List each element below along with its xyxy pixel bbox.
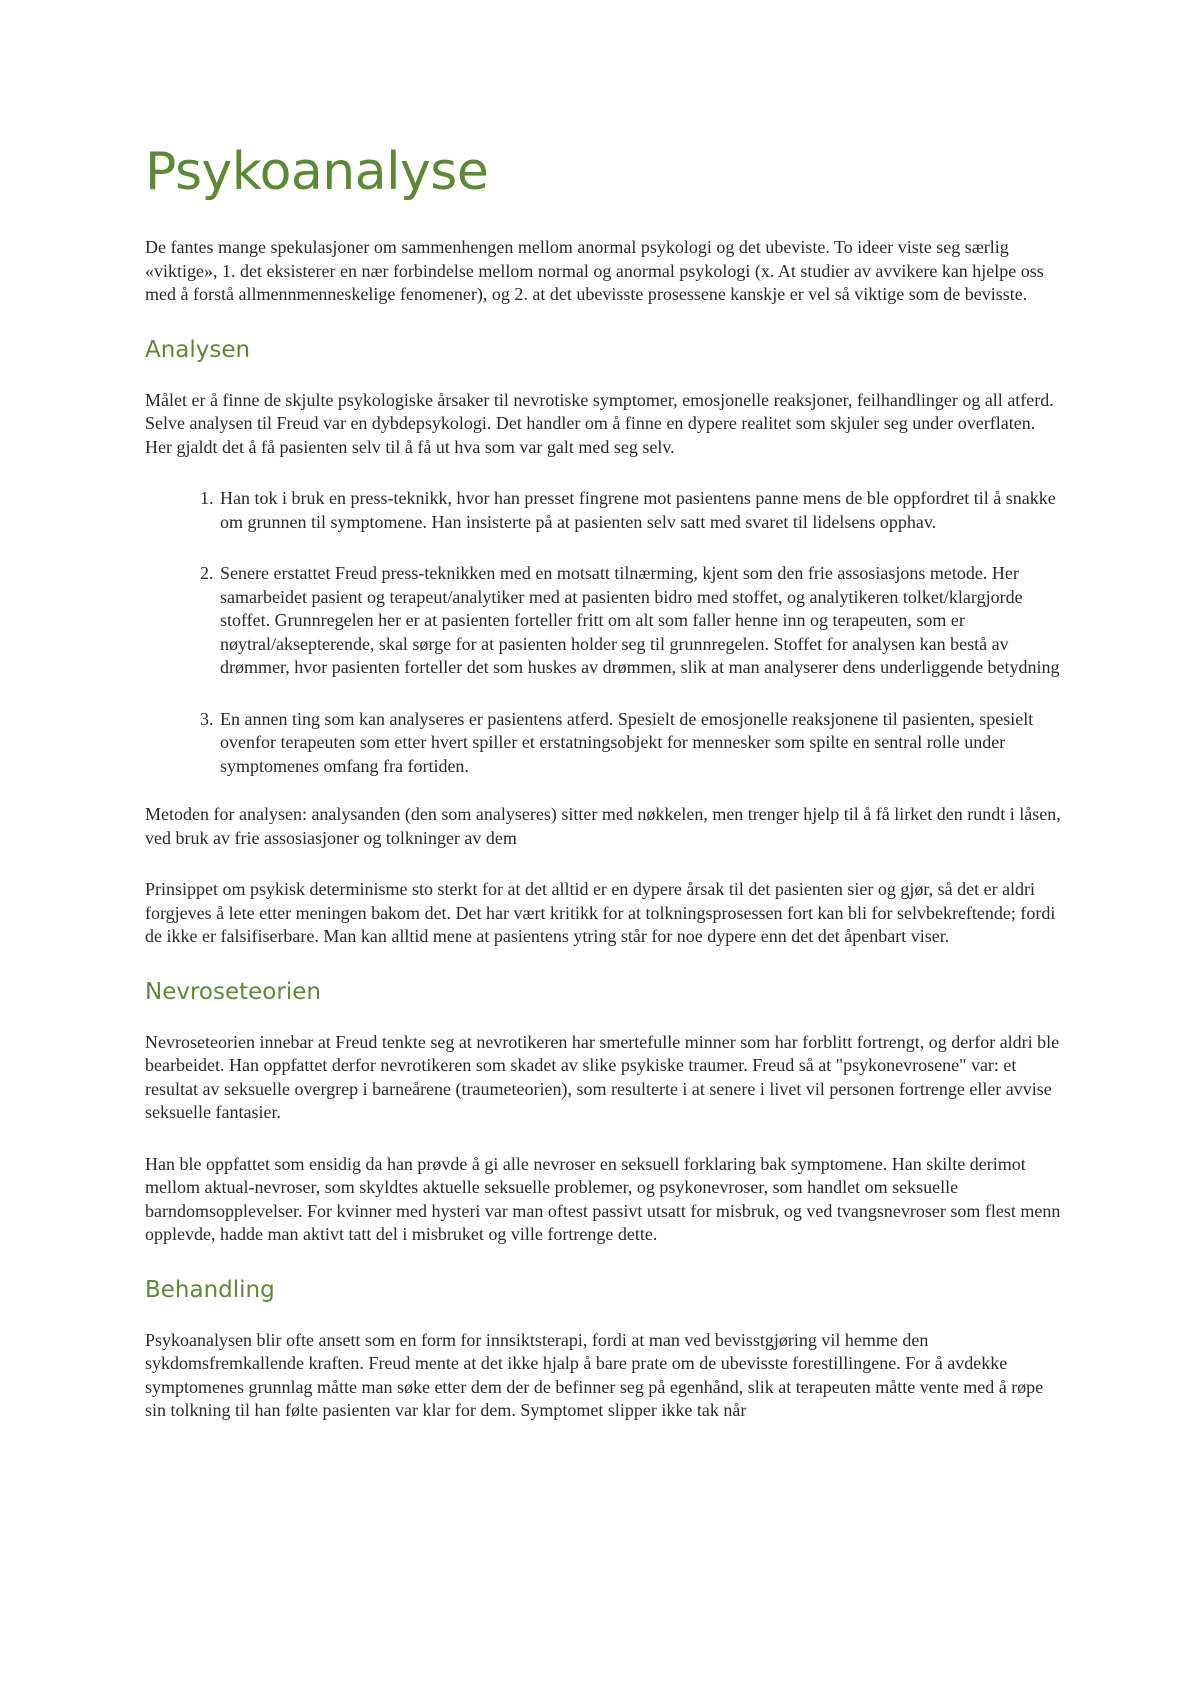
- heading-behandling: Behandling: [145, 1276, 275, 1303]
- document-title: Psykoanalyse: [145, 142, 489, 202]
- document-body: [145, 236, 1065, 1451]
- analysen-paragraph-3: Prinsippet om psykisk determinisme sto sterkt for at det alltid er en dypere årsak til det pasienten sier og gjør, så det er aldri forgjeves å lete etter meningen bakom det. Det har vært kritikk for at tolkningsprosessen fort kan bli for selvbekreftende; fordi de ikke er falsifiserbare. Man kan alltid mene at pasientens ytring står for noe dypere enn det det åpenbart viser.: [145, 879, 1056, 946]
- heading-analysen: Analysen: [145, 336, 251, 363]
- heading-nevroseteorien: Nevroseteorien: [145, 978, 321, 1005]
- behandling-paragraph-1: Psykoanalysen blir ofte ansett som en form for innsiktsterapi, fordi at man ved bevisstgjøring vil hemme den sykdomsfremkallende kraften. Freud mente at det ikke hjalp å bare prate om de ubevisste forestillingene. For å avdekke symptomenes grunnlag måtte man søke etter dem der de befinner seg på egenhånd, slik at terapeuten måtte vente med å røpe sin tolkning til han følte pasienten var klar for dem. Symptomet slipper ikke tak når: [145, 1329, 1044, 1420]
- analysen-list: [145, 487, 1065, 778]
- nevroseteorien-paragraph-1: Nevroseteorien innebar at Freud tenkte seg at nevrotikeren har smertefulle minner som har forblitt fortrengt, og derfor aldri ble bearbeidet. Han oppfattet derfor nevrotikeren som skadet av slike psykiske traumer. Freud så at "psykonevrosene" var: et resultat av seksuelle overgrep i barneårene (traumeteorien), som resulterte i at senere i livet vil personen fortrenge eller avvise seksuelle fantasier.: [145, 1031, 1060, 1122]
- list-item: 1. Han tok i bruk en press-teknikk, hvor han presset fingrene mot pasientens panne mens de ble oppfordret til å snakke om grunnen til symptomene. Han insisterte på at pasienten selv satt med svaret til lidelsens opphav.: [218, 487, 1065, 534]
- nevroseteorien-paragraph-2: Han ble oppfattet som ensidig da han prøvde å gi alle nevroser en seksuell forklaring bak symptomene. Han skilte derimot mellom aktual-nevroser, som skyldtes aktuelle seksuelle problemer, og psykonevroser, som handlet om seksuelle barndomsopplevelser. For kvinner med hysteri var man oftest passivt utsatt for misbruk, og ved tvangsnevroser som flest menn opplevde, hadde man aktivt tatt del i misbruket og ville fortrenge dette.: [145, 1153, 1061, 1244]
- intro-paragraph: De fantes mange spekulasjoner om sammenhengen mellom anormal psykologi og det ubeviste. To ideer viste seg særlig «viktige», 1. det eksisterer en nær forbindelse mellom normal og anormal psykologi (x. At studier av avvikere kan hjelpe oss med å forstå allmennmenneskelige fenomener), og 2. at det ubevisste prosessene kanskje er vel så viktige som de bevisste.: [145, 237, 1044, 304]
- analysen-paragraph-1: Målet er å finne de skjulte psykologiske årsaker til nevrotiske symptomer, emosjonelle reaksjoner, feilhandlinger og all atferd. Selve analysen til Freud var en dybdepsykologi. Det handler om å finne en dypere realitet som skjuler seg under overflaten. Her gjaldt det å få pasienten selv til å få ut hva som var galt med seg selv.: [145, 389, 1054, 457]
- list-item: 2. Senere erstattet Freud press-teknikken med en motsatt tilnærming, kjent som den frie assosiasjons metode. Her samarbeidet pasient og terapeut/analytiker med at pasienten bidro med stoffet, og analytikeren tolket/klargjorde stoffet. Grunnregelen her er at pasienten forteller fritt om alt som faller henne inn og terapeuten, som er nøytral/aksepterende, skal sørge for at pasienten holder seg til grunnregelen. Stoffet for analysen kan bestå av drømmer, hvor pasienten forteller det som huskes av drømmen, slik at man analyserer dens underliggende betydning: [218, 562, 1065, 680]
- list-item: 3. En annen ting som kan analyseres er pasientens atferd. Spesielt de emosjonelle reaksjonene til pasienten, spesielt ovenfor terapeuten som etter hvert spiller et erstatningsobjekt for mennesker som spilte en sentral rolle under symptomenes omfang fra fortiden.: [218, 708, 1065, 779]
- analysen-paragraph-2: Metoden for analysen: analysanden (den som analyseres) sitter med nøkkelen, men trenger hjelp til å få lirket den rundt i låsen, ved bruk av frie assosiasjoner og tolkninger av dem: [145, 804, 1061, 848]
